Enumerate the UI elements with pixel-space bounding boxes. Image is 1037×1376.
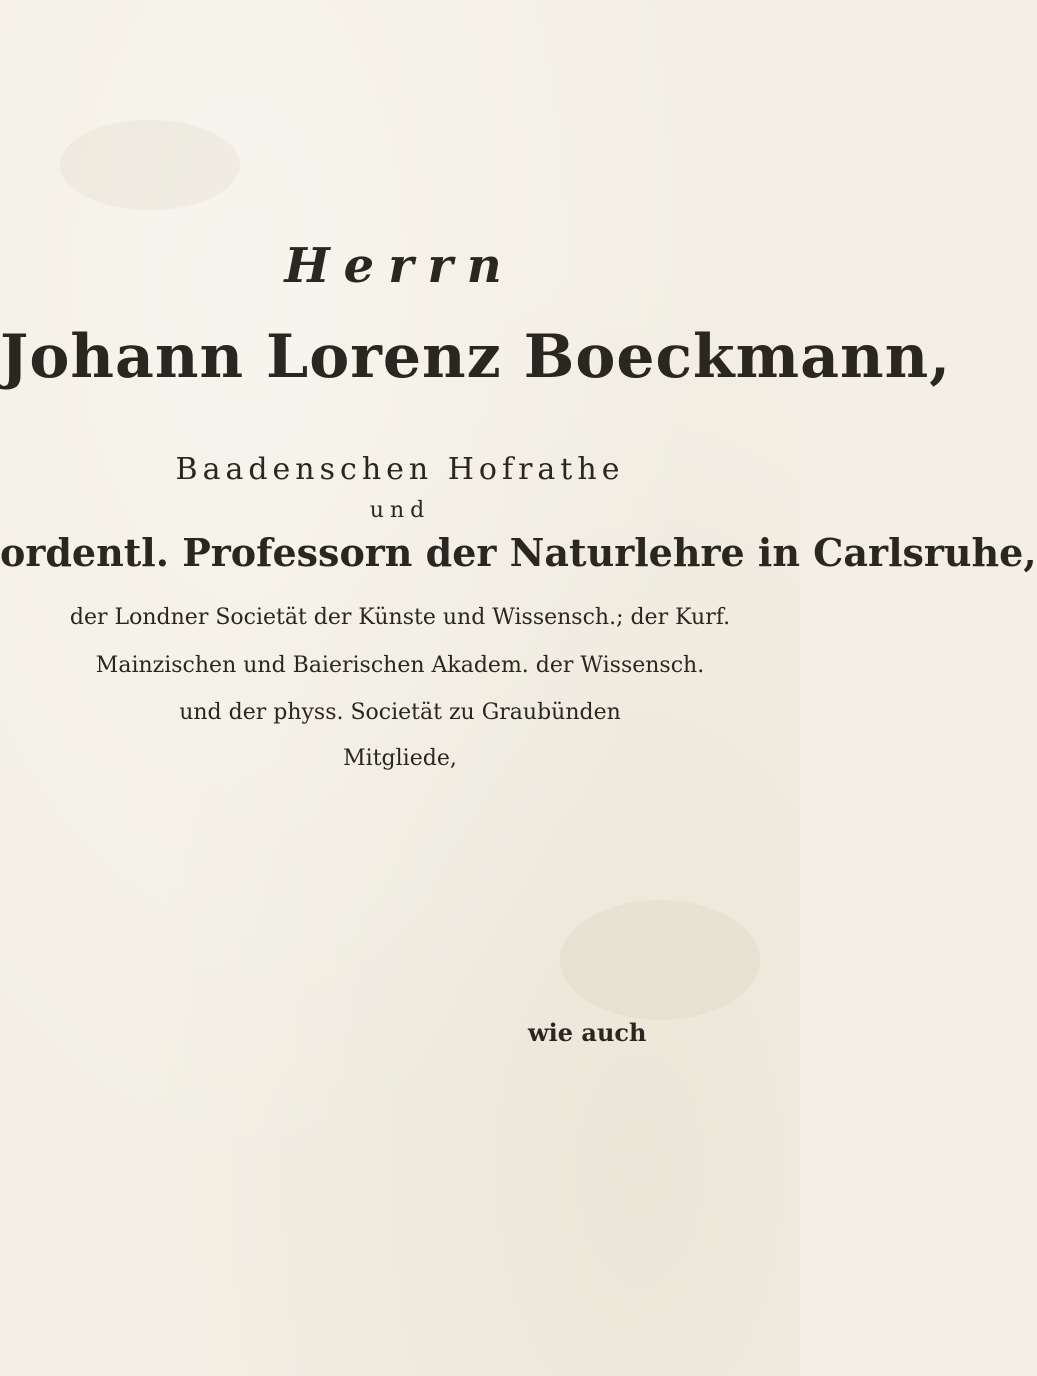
paper-stain bbox=[560, 900, 760, 1020]
membership-line: Mitgliede, bbox=[343, 746, 457, 771]
membership-line: der Londner Societät der Künste und Wissensch.; der Kurf. bbox=[69, 605, 731, 630]
dedicatee-name: Johann Lorenz Boeckmann, bbox=[0, 322, 952, 392]
conjunction: und bbox=[369, 498, 431, 523]
salutation: Herrn bbox=[284, 238, 516, 294]
membership-line: und der physs. Societät zu Graubünden bbox=[179, 700, 621, 725]
membership-line: Mainzischen und Baierischen Akadem. der Wissensch. bbox=[95, 653, 705, 678]
office-title: Baadenschen Hofrathe bbox=[175, 452, 625, 487]
professorship: ordentl. Professorn der Naturlehre in Carlsruhe, bbox=[0, 530, 1037, 575]
catchword: wie auch bbox=[528, 1018, 647, 1047]
paper-stain bbox=[60, 120, 240, 210]
